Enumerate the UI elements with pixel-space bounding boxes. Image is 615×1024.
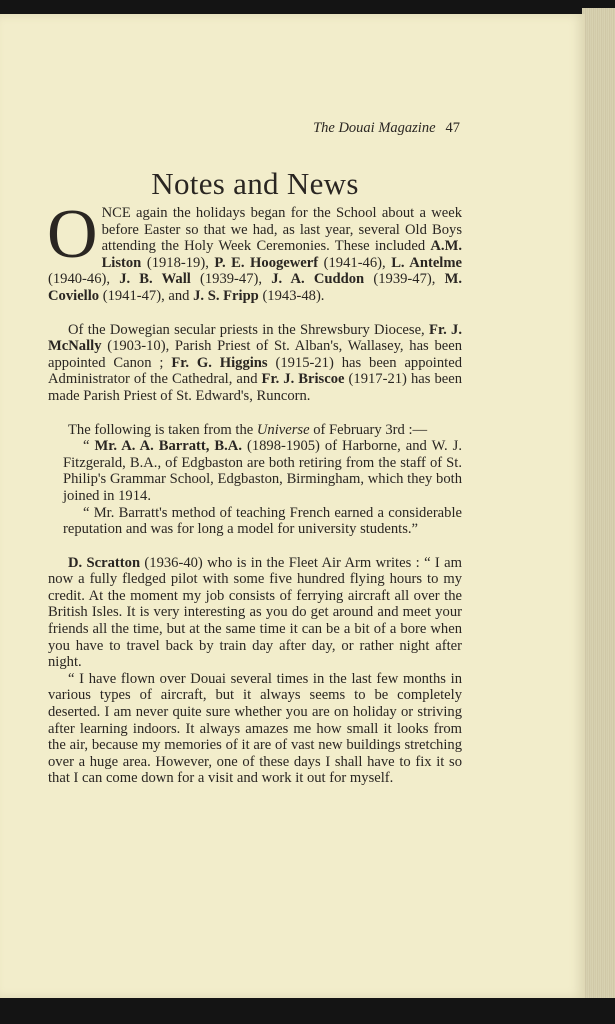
old-boy-name: L. Antelme — [391, 254, 462, 271]
quote-paragraph: “ Mr. Barratt's method of teaching French earned a considerable reputation and was for long a model for university students.” — [63, 504, 462, 538]
old-boy-name: P. E. Hoogewerf — [214, 254, 319, 271]
old-boy-name: J. B. Wall — [119, 271, 191, 288]
newspaper-title: Universe — [256, 421, 310, 438]
old-boy-name: Mr. A. A. Barratt, B.A. — [94, 438, 242, 455]
paragraph-scratton-letter: D. Scratton (1936-40) who is in the Fleet Air Arm writes : “ I am now a fully fledged pilot with some five hundred flying hours to my credit. At the moment my job consists of ferrying aircraft all over the British Isles. It is very interesting as you do get around and meet your friends all the time, but at the same time it can be a bit of a bore when you have to travel back by train day after day, or rather night after night. — [48, 554, 462, 671]
page-title: Notes and News — [151, 166, 359, 201]
page-number: 47 — [445, 120, 460, 136]
priest-name: Fr. G. Higgins — [171, 354, 268, 371]
drop-cap: O — [47, 196, 98, 273]
old-boy-name: M. Coviello — [48, 271, 462, 304]
magazine-name: The Douai Magazine — [313, 120, 436, 136]
quoted-extract — [63, 438, 462, 538]
priest-name: Fr. J. Briscoe — [261, 371, 345, 388]
book-page-edges — [582, 8, 615, 998]
paragraph-scratton-letter-cont: “ I have flown over Douai several times in the last few months in various types of aircraft, but it always seems to be completely deserted. I am never quite sure whether you are on holiday or striving after learning indoors. It always amazes me how small it looks from the air, because my memories of it are of vast new buildings stretching over a huge area. However, one of these days I shall have to fix it so that I can come down for a visit and work it out for myself. — [48, 670, 462, 787]
paragraph-universe-intro: The following is taken from the Universe of February 3rd :— — [68, 421, 428, 438]
old-boy-name: A.M. Liston — [101, 238, 462, 271]
running-head — [260, 120, 460, 137]
quote-paragraph: “ Mr. A. A. Barratt, B.A. (1898-1905) of Harborne, and W. J. Fitzgerald, B.A., of Edgbaston are both retiring from the staff of St. Philip's Grammar School, Edgbaston, Birmingham, which they both joined in 1914. — [63, 438, 462, 504]
old-boy-name: J. A. Cuddon — [271, 271, 365, 288]
old-boy-name: D. Scratton — [68, 554, 141, 571]
paragraph-easter-old-boys: ONCE again the holidays began for the School about a week before Easter so that we had, as last year, several Old Boys attending the Holy Week Ceremonies. These included A.M. Liston (1918-19), P. E. Hoogewerf (1941-46), L. Antelme (1940-46), J. B. Wall (1939-47), J. A. Cuddon (1939-47), M. Coviello (1941-47), and J. S. Fripp (1943-48). — [47, 196, 462, 304]
article-body — [47, 196, 462, 787]
old-boy-name: J. S. Fripp — [193, 287, 259, 304]
paragraph-priests: Of the Dowegian secular priests in the Shrewsbury Diocese, Fr. J. McNally (1903-10), Parish Priest of St. Alban's, Wallasey, has been appointed Canon ; Fr. G. Higgins (1915-21) has been appointed Administrator of the Cathedral, and Fr. J. Briscoe (1917-21) has been made Parish Priest of St. Edward's, Runcorn. — [48, 321, 462, 404]
priest-name: Fr. J. McNally — [48, 321, 462, 355]
